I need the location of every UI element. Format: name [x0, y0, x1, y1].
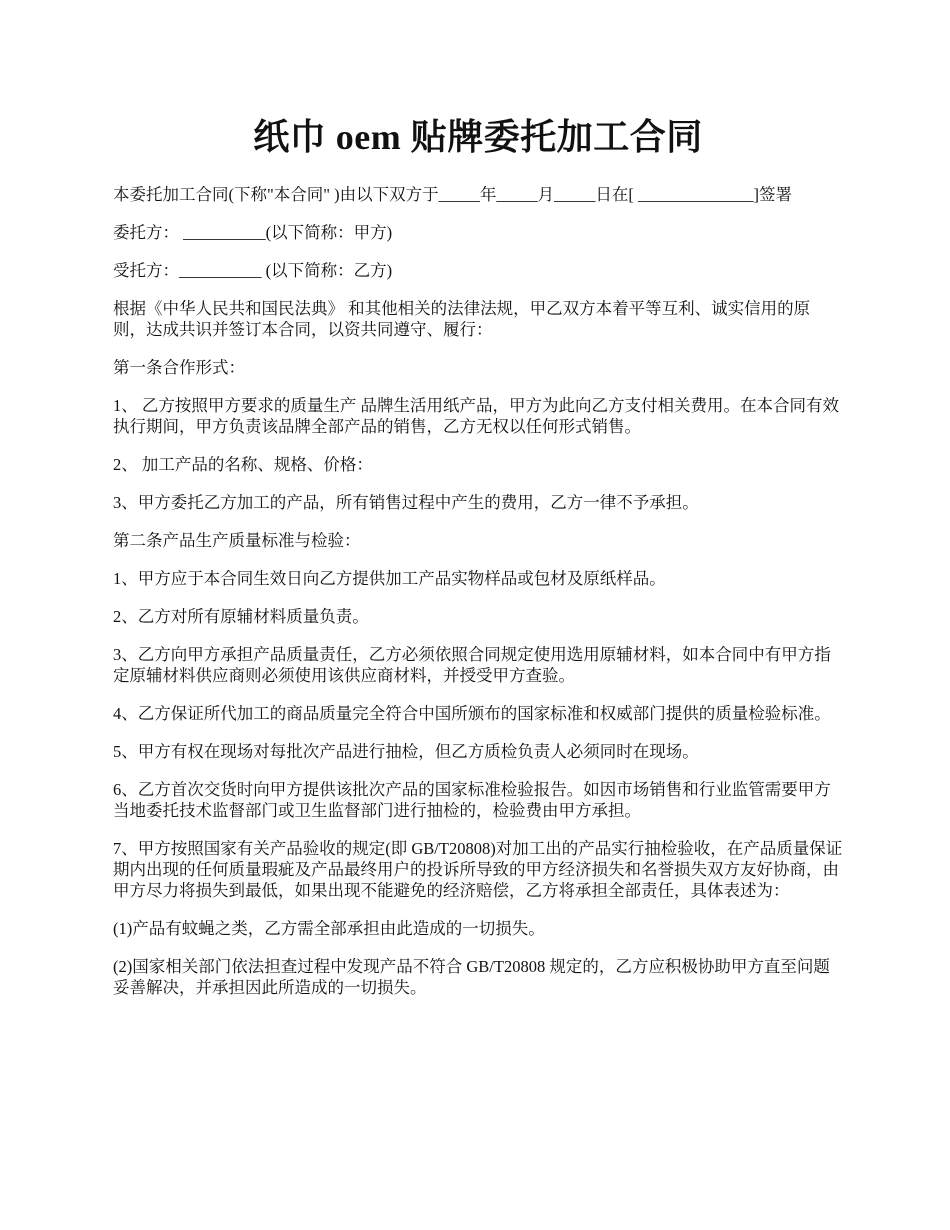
article-1-clause-2: 2、 加工产品的名称、规格、价格： — [113, 455, 373, 474]
article-1-heading: 第一条合作形式： — [113, 358, 245, 377]
article-2-clause-3: 3、乙方向甲方承担产品质量责任，乙方必须依照合同规定使用选用原辅材料，如本合同中有甲方指定原辅材料供应商则必须使用该供应商材料，并授受甲方查验。 — [113, 645, 831, 685]
article-1-clause-3: 3、甲方委托乙方加工的产品，所有销售过程中产生的费用，乙方一律不予承担。 — [113, 493, 699, 512]
contract-intro: 本委托加工合同(下称"本合同" )由以下双方于_____年_____月_____日在[ ______________]签署 — [113, 185, 792, 204]
document-page — [113, 112, 843, 1015]
document-title: 纸巾 oem 贴牌委托加工合同 — [253, 117, 703, 157]
contractor-party: 受托方：__________ (以下简称：乙方) — [113, 261, 393, 280]
article-2-clause-7-item-1: (1)产品有蚊蝇之类，乙方需全部承担由此造成的一切损失。 — [113, 919, 545, 938]
article-2-clause-4: 4、乙方保证所代加工的商品质量完全符合中国所颁布的国家标准和权威部门提供的质量检验标准。 — [113, 704, 831, 723]
article-2-clause-7-item-2: (2)国家相关部门依法担查过程中发现产品不符合 GB/T20808 规定的，乙方应积极协助甲方直至问题妥善解决，并承担因此所造成的一切损失。 — [113, 957, 830, 997]
article-2-clause-1: 1、甲方应于本合同生效日向乙方提供加工产品实物样品或包材及原纸样品。 — [113, 569, 666, 588]
article-2-heading: 第二条产品生产质量标准与检验： — [113, 531, 361, 550]
article-2-clause-5: 5、甲方有权在现场对每批次产品进行抽检，但乙方质检负责人必须同时在现场。 — [113, 742, 699, 761]
legal-basis: 根据《中华人民共和国民法典》 和其他相关的法律法规，甲乙双方本着平等互利、诚实信用的原则，达成共识并签订本合同，以资共同遵守、履行： — [113, 299, 811, 339]
article-2-clause-6: 6、乙方首次交货时向甲方提供该批次产品的国家标准检验报告。如因市场销售和行业监管需要甲方当地委托技术监督部门或卫生监督部门进行抽检的，检验费由甲方承担。 — [113, 780, 831, 820]
principal-party: 委托方： __________(以下简称：甲方) — [113, 223, 393, 242]
article-2-clause-2: 2、乙方对所有原辅材料质量负责。 — [113, 607, 369, 626]
article-1-clause-1: 1、 乙方按照甲方要求的质量生产 品牌生活用纸产品，甲方为此向乙方支付相关费用。在本合同有效执行期间，甲方负责该品牌全部产品的销售，乙方无权以任何形式销售。 — [113, 396, 839, 436]
article-2-clause-7: 7、甲方按照国家有关产品验收的规定(即 GB/T20808)对加工出的产品实行抽检验收，在产品质量保证期内出现的任何质量瑕疵及产品最终用户的投诉所导致的甲方经济损失和名誉损失双方友好协商，由甲方尽力将损失到最低，如果出现不能避免的经济赔偿，乙方将承担全部责任，具体表述为： — [113, 839, 843, 900]
